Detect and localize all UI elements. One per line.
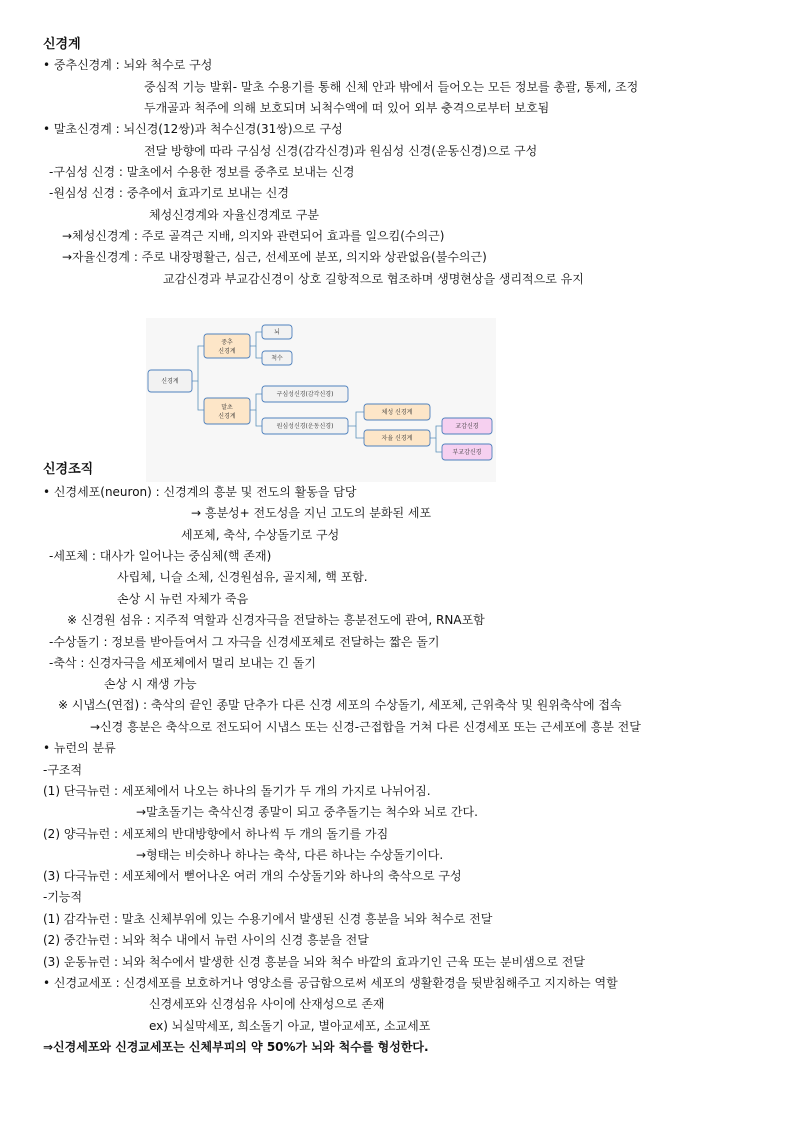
text-line: -기능적 [43, 890, 83, 904]
text-line: 신경세포와 신경섬유 사이에 산재성으로 존재 [149, 997, 385, 1011]
text-line: 교감신경과 부교감신경이 상호 길항적으로 협조하며 생명현상을 생리적으로 유지 [163, 272, 584, 286]
text-line: -세포체 : 대사가 일어나는 중심체(핵 존재) [49, 549, 272, 563]
diagram-node-somatic [364, 404, 430, 420]
text-line: →체성신경계 : 주로 골격근 지배, 의지와 관련되어 효과를 일으킴(수의근) [62, 229, 445, 243]
text-line: ex) 뇌실막세포, 희소돌기 아교, 별아교세포, 소교세포 [149, 1019, 431, 1033]
text-line: →자율신경계 : 주로 내장평활근, 심근, 선세포에 분포, 의지와 상관없음(불수의근) [62, 250, 487, 264]
text-line: →형태는 비슷하나 하나는 축삭, 다른 하나는 수상돌기이다. [136, 848, 444, 862]
text-line: • 말초신경계 : 뇌신경(12쌍)과 척수신경(31쌍)으로 구성 [43, 122, 343, 136]
text-line: (1) 단극뉴런 : 세포체에서 나오는 하나의 돌기가 두 개의 가지로 나뉘어짐. [43, 784, 431, 798]
text-line: -구조적 [43, 763, 83, 777]
text-line: (3) 다극뉴런 : 세포체에서 뻗어나온 여러 개의 수상돌기와 하나의 축삭으로 구성 [43, 869, 462, 883]
text-line: (1) 감각뉴런 : 말초 신체부위에 있는 수용기에서 발생된 신경 흥분을 뇌와 척수로 전달 [43, 912, 493, 926]
text-line: → 흥분성+ 전도성을 지닌 고도의 분화된 세포 [191, 506, 432, 520]
diagram-node-central [204, 334, 250, 358]
text-line: (3) 운동뉴런 : 뇌와 척수에서 발생한 신경 흥분을 뇌와 척수 바깥의 효과기인 근육 또는 분비샘으로 전달 [43, 955, 585, 969]
diagram-node-autonomic [364, 430, 430, 446]
diagram-node-spine [262, 351, 292, 365]
diagram-label-spine: 척수 [271, 355, 283, 362]
diagram-label-brain: 뇌 [274, 329, 280, 336]
text-line: -수상돌기 : 정보를 받아들여서 그 자극을 신경세포체로 전달하는 짧은 돌기 [49, 635, 440, 649]
text-line: →말초돌기는 축삭신경 종말이 되고 중추돌기는 척수와 뇌로 간다. [136, 805, 478, 819]
section-title-nerve-tissue: 신경조직 [43, 462, 94, 477]
text-line: -축삭 : 신경자극을 세포체에서 멀리 보내는 긴 돌기 [49, 656, 316, 670]
text-line: 두개골과 척주에 의해 보호되며 뇌척수액에 떠 있어 외부 충격으로부터 보호됨 [144, 101, 550, 115]
text-line: ※ 시냅스(연접) : 축삭의 끝인 종말 단추가 다른 신경 세포의 수상돌기, 세포체, 근위축삭 및 원위축삭에 접속 [58, 698, 622, 712]
text-line: 손상 시 뉴런 자체가 죽음 [117, 592, 249, 606]
section-title-nervous-system: 신경계 [43, 37, 81, 52]
diagram-node-sympathetic [442, 418, 492, 434]
text-line: -구심성 신경 : 말초에서 수용한 정보를 중추로 보내는 신경 [49, 165, 355, 179]
diagram-label-root: 신경계 [161, 378, 179, 385]
diagram-label-peripheral-1: 말초 [221, 404, 233, 411]
text-line: • 뉴런의 분류 [43, 741, 116, 755]
diagram-label-somatic: 체성 신경계 [381, 409, 413, 416]
text-line: 손상 시 재생 가능 [104, 677, 197, 691]
diagram-label-efferent: 원심성신경(운동신경) [276, 423, 334, 430]
diagram-node-brain [262, 325, 292, 339]
diagram-node-efferent [262, 418, 348, 434]
text-line-conclusion: ⇒신경세포와 신경교세포는 신체부피의 약 50%가 뇌와 척수를 형성한다. [43, 1040, 429, 1054]
nervous-system-diagram [146, 318, 496, 482]
diagram-label-central-2: 신경계 [218, 348, 236, 355]
text-line: (2) 중간뉴런 : 뇌와 척수 내에서 뉴런 사이의 신경 흥분을 전달 [43, 933, 369, 947]
text-line: 세포체, 축삭, 수상돌기로 구성 [181, 528, 340, 542]
diagram-node-root [148, 370, 192, 392]
diagram-node-peripheral [204, 398, 250, 424]
text-line: 중심적 기능 발휘- 말초 수용기를 통해 신체 안과 밖에서 들어오는 모든 정보를 총괄, 통제, 조정 [144, 80, 639, 94]
text-line: • 중추신경계 : 뇌와 척수로 구성 [43, 58, 213, 72]
diagram-label-sympathetic: 교감신경 [455, 423, 479, 430]
diagram-label-afferent: 구심성신경(감각신경) [276, 391, 334, 398]
diagram-label-peripheral-2: 신경계 [218, 413, 236, 420]
text-line: 전달 방향에 따라 구심성 신경(감각신경)과 원심성 신경(운동신경)으로 구성 [144, 144, 538, 158]
diagram-node-afferent [262, 386, 348, 402]
text-line: -원심성 신경 : 중추에서 효과기로 보내는 신경 [49, 186, 289, 200]
text-line: • 신경교세포 : 신경세포를 보호하거나 영양소를 공급함으로써 세포의 생활환경을 뒷받침해주고 지지하는 역할 [43, 976, 618, 990]
diagram-label-autonomic: 자율 신경계 [381, 435, 413, 442]
text-line: 사립체, 니슬 소체, 신경원섬유, 골지체, 핵 포함. [117, 570, 368, 584]
text-line: 체성신경계와 자율신경계로 구분 [149, 208, 319, 222]
text-line: (2) 양극뉴런 : 세포체의 반대방향에서 하나씩 두 개의 돌기를 가짐 [43, 827, 389, 841]
diagram-node-parasympathetic [442, 444, 492, 460]
text-line: ※ 신경원 섬유 : 지주적 역할과 신경자극을 전달하는 흥분전도에 관여, RNA포함 [67, 613, 485, 627]
diagram-label-parasympathetic: 부교감신경 [452, 449, 482, 456]
diagram-label-central-1: 중추 [221, 339, 233, 346]
text-line: →신경 흥분은 축삭으로 전도되어 시냅스 또는 신경-근접합을 거쳐 다른 신경세포 또는 근세포에 흥분 전달 [90, 720, 641, 734]
text-line: • 신경세포(neuron) : 신경계의 흥분 및 전도의 활동을 담당 [43, 485, 357, 499]
